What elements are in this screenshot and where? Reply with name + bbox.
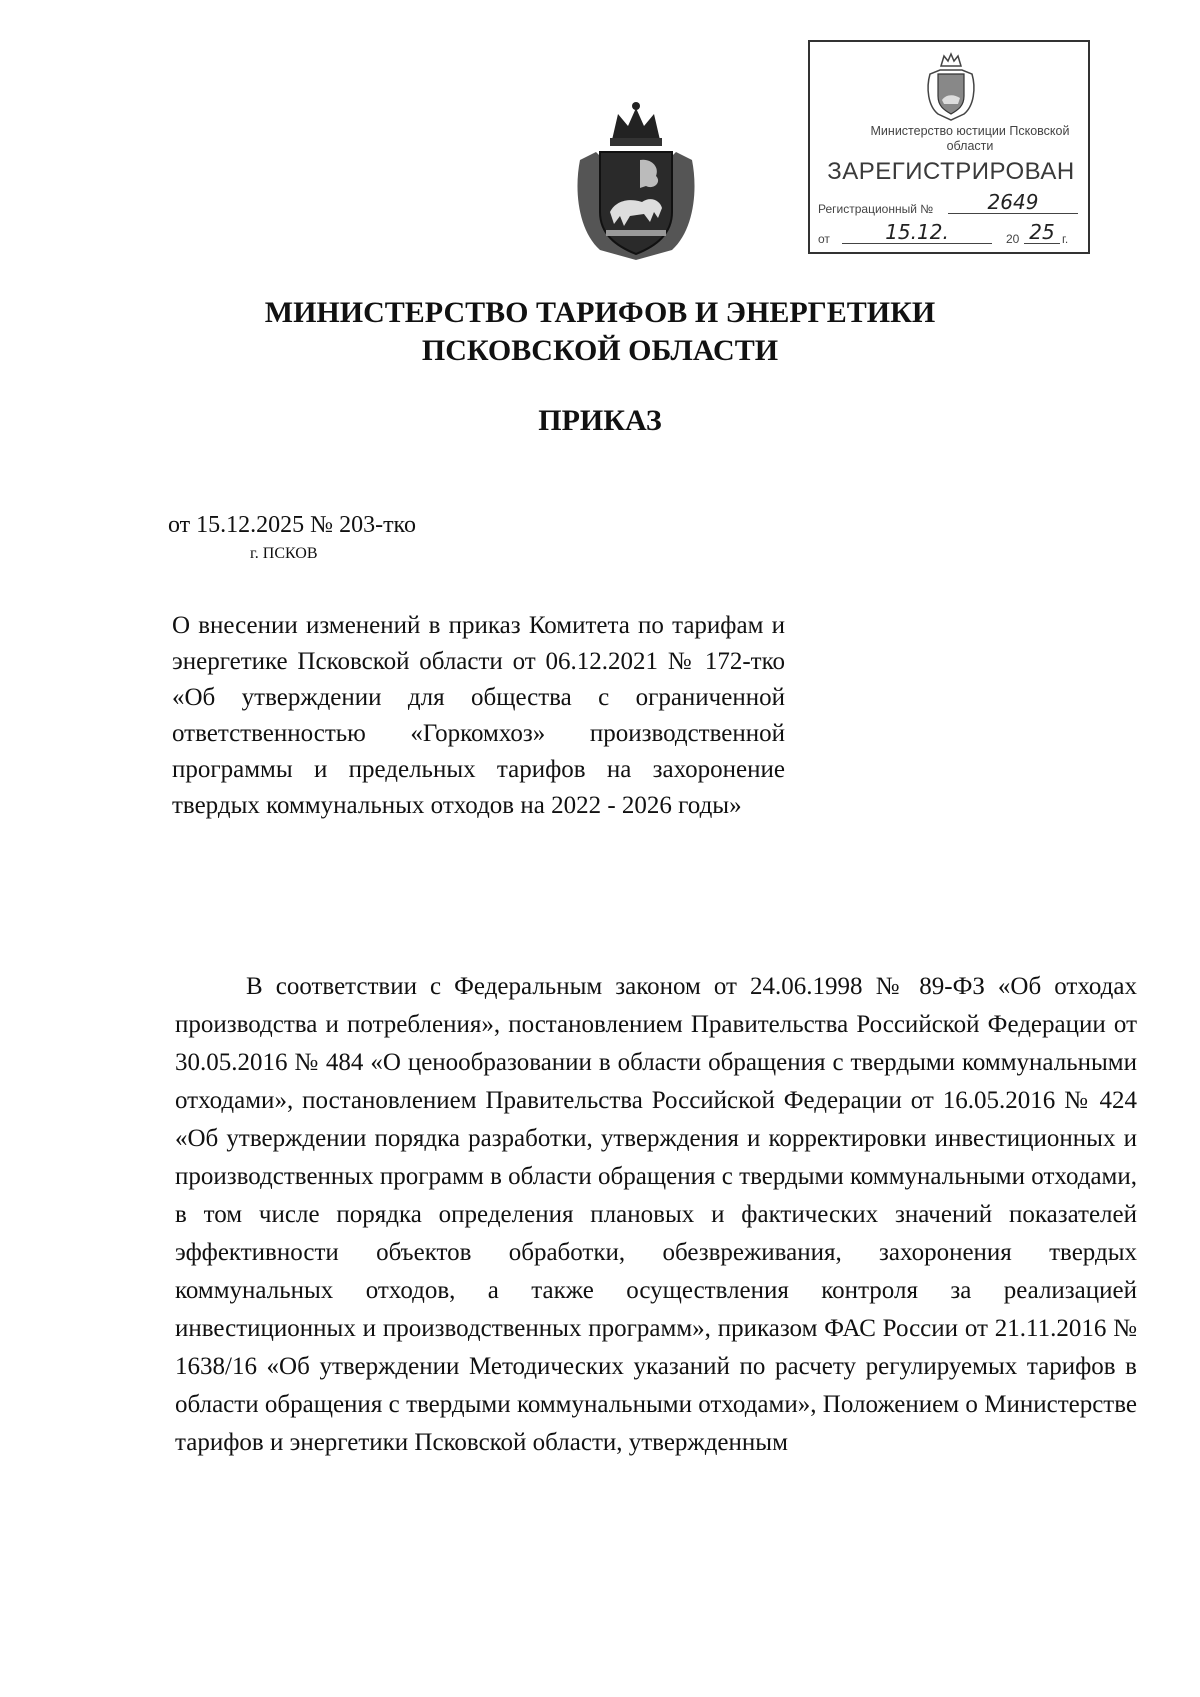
stamp-status: ЗАРЕГИСТРИРОВАН: [827, 158, 1075, 185]
stamp-ministry-name: Министерство юстиции Псковской области: [870, 124, 1070, 153]
organization-name-line2: ПСКОВСКОЙ ОБЛАСТИ: [421, 334, 779, 367]
stamp-year-prefix: 20: [1006, 232, 1020, 246]
stamp-year-value: 25: [1024, 221, 1060, 244]
document-city: г. ПСКОВ: [250, 545, 318, 562]
stamp-year-suffix: г.: [1062, 232, 1069, 246]
stamp-date-value: 15.12.: [842, 221, 992, 244]
registration-stamp: [808, 40, 1090, 254]
organization-name-line1: МИНИСТЕРСТВО ТАРИФОВ И ЭНЕРГЕТИКИ: [264, 296, 936, 329]
stamp-coat-of-arms-icon: [922, 52, 980, 122]
document-date-number: от 15.12.2025 № 203-тко: [168, 512, 416, 538]
document-body-paragraph: В соответствии с Федеральным законом от 24.06.1998 № 89-ФЗ «Об отходах производства и потребления», постановлением Правительства Российской Федерации от 30.05.2016 № 484 «О ценообразовании в области обращения с твердыми коммунальными отходами», постановлением Правительства Российской Федерации от 16.05.2016 № 424 «Об утверждении порядка разработки, утверждения и корректировки инвестиционных и производственных программ в области обращения с твердыми коммунальными отходами, в том числе порядка определения плановых и фактических значений показателей эффективности объектов обработки, обезвреживания, захоронения твердых коммунальных отходов, а также осуществления контроля за реализацией инвестиционных и производственных программ», приказом ФАС России от 21.11.2016 № 1638/16 «Об утверждении Методических указаний по расчету регулируемых тарифов в области обращения с твердыми коммунальными отходами», Положением о Министерстве тарифов и энергетики Псковской области, утвержденным: [175, 973, 1137, 1456]
document-subject: О внесении изменений в приказ Комитета по тарифам и энергетике Псковской области от 06.12.2021 № 172-тко «Об утверждении для общества с ограниченной ответственностью «Горкомхоз» производственной программы и предельных тарифов на захоронение твердых коммунальных отходов на 2022 - 2026 годы»: [172, 612, 785, 819]
stamp-date-label: от: [818, 232, 830, 246]
stamp-reg-label: Регистрационный №: [818, 202, 934, 216]
stamp-reg-number: 2649: [948, 191, 1078, 214]
stamp-date-row: [818, 222, 1080, 248]
document-type: ПРИКАЗ: [538, 404, 662, 437]
stamp-registration-row: [818, 192, 1080, 218]
coat-of-arms-emblem: [570, 100, 702, 262]
